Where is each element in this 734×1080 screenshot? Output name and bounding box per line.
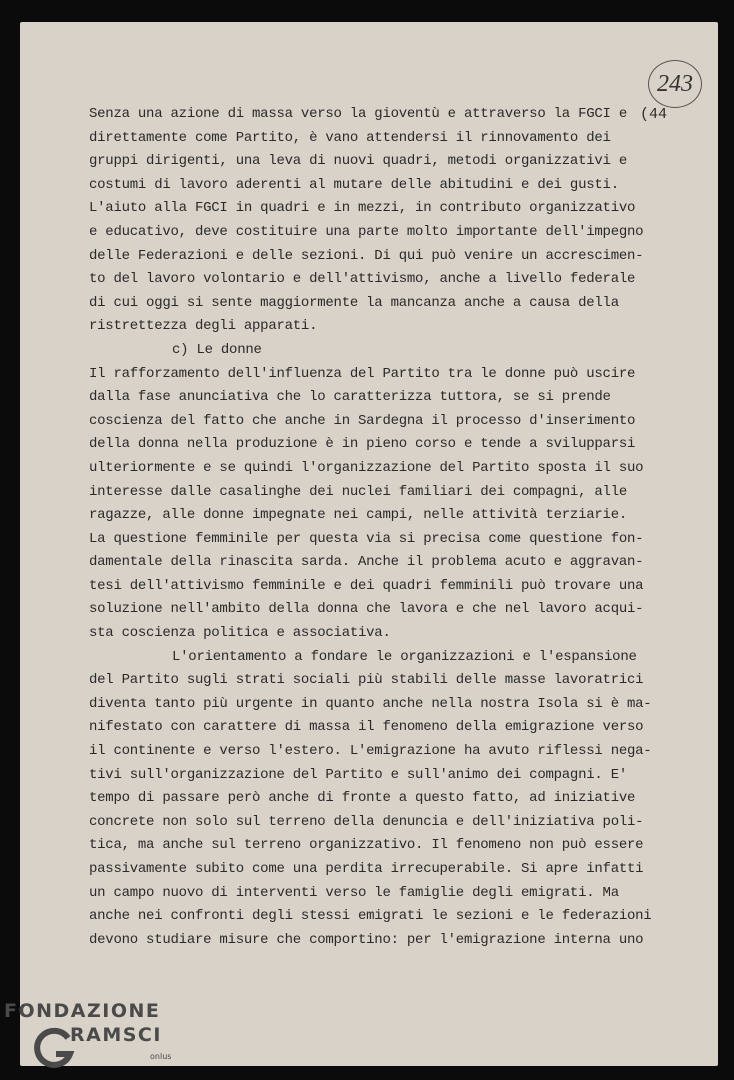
text-line: ulteriormente e se quindi l'organizzazione del Partito sposta il suo <box>89 459 644 476</box>
page-number: (44 <box>640 106 668 123</box>
text-line: ristrettezza degli apparati. <box>89 318 318 335</box>
text-line: anche nei confronti degli stessi emigrati le sezioni e le federazioni <box>89 908 652 925</box>
text-line: ragazze, alle donne impegnate nei campi, nelle attività terziarie. <box>89 507 627 524</box>
text-line: sta coscienza politica e associativa. <box>89 625 391 642</box>
section-heading: c) Le donne <box>172 341 262 358</box>
text-line: tempo di passare però anche di fronte a questo fatto, ad iniziative <box>89 790 636 807</box>
text-line: costumi di lavoro aderenti al mutare delle abitudini e dei gusti. <box>89 176 619 193</box>
text-line: delle Federazioni e delle sezioni. Di qui può venire un accrescimen- <box>89 247 644 264</box>
text-line: Il rafforzamento dell'influenza del Partito tra le donne può uscire <box>89 365 636 382</box>
logo-line-3: onlus <box>150 1052 172 1061</box>
text-line: gruppi dirigenti, una leva di nuovi quadri, metodi organizzativi e <box>89 153 627 170</box>
text-line: tivi sull'organizzazione del Partito e sull'animo dei compagni. E' <box>89 766 627 783</box>
archive-stamp: 243 <box>648 60 702 108</box>
text-line: concrete non solo sul terreno della denuncia e dell'iniziativa poli- <box>89 813 644 830</box>
typewritten-text <box>89 103 669 952</box>
text-line: devono studiare misure che comportino: per l'emigrazione interna uno <box>89 931 644 948</box>
text-line: dalla fase anunciativa che lo caratterizza tuttora, se si prende <box>89 389 611 406</box>
text-line: damentale della rinascita sarda. Anche il problema acuto e aggravan- <box>89 554 644 571</box>
text-line: interesse dalle casalinghe dei nuclei familiari dei compagni, alle <box>89 483 627 500</box>
text-line: nifestato con carattere di massa il fenomeno della emigrazione verso <box>89 719 644 736</box>
text-line: direttamente come Partito, è vano attendersi il rinnovamento dei <box>89 129 611 146</box>
text-line: un campo nuovo di interventi verso le famiglie degli emigrati. Ma <box>89 884 619 901</box>
text-line: diventa tanto più urgente in quanto anche nella nostra Isola si è ma- <box>89 695 652 712</box>
text-line: L'orientamento a fondare le organizzazioni e l'espansione <box>172 648 637 665</box>
text-line: tica, ma anche sul terreno organizzativo. Il fenomeno non può essere <box>89 837 644 854</box>
text-line: della donna nella produzione è in pieno corso e tende a svilupparsi <box>89 436 636 453</box>
logo-line-1: FONDAZIONE <box>4 1000 161 1022</box>
text-line: del Partito sugli strati sociali più stabili delle masse lavoratrici <box>89 672 644 689</box>
text-line: L'aiuto alla FGCI in quadri e in mezzi, in contributo organizzativo <box>89 200 636 217</box>
text-line: Senza una azione di massa verso la gioventù e attraverso la FGCI e <box>89 106 627 122</box>
text-line: e educativo, deve costituire una parte molto importante dell'impegno <box>89 223 644 240</box>
text-line: tesi dell'attivismo femminile e dei quadri femminili può trovare una <box>89 577 644 594</box>
text-line: coscienza del fatto che anche in Sardegna il processo d'inserimento <box>89 412 636 429</box>
text-line: il continente e verso l'estero. L'emigrazione ha avuto riflessi nega- <box>89 743 652 760</box>
text-line: La questione femminile per questa via si precisa come questione fon- <box>89 530 644 547</box>
logo-line-2: RAMSCI <box>70 1024 162 1046</box>
text-line: soluzione nell'ambito della donna che lavora e che nel lavoro acqui- <box>89 601 644 618</box>
text-line: passivamente subito come una perdita irrecuperabile. Si apre infatti <box>89 861 644 877</box>
text-line: to del lavoro volontario e dell'attivismo, anche a livello federale <box>89 271 636 288</box>
text-line: di cui oggi si sente maggiormente la mancanza anche a causa della <box>89 294 619 311</box>
